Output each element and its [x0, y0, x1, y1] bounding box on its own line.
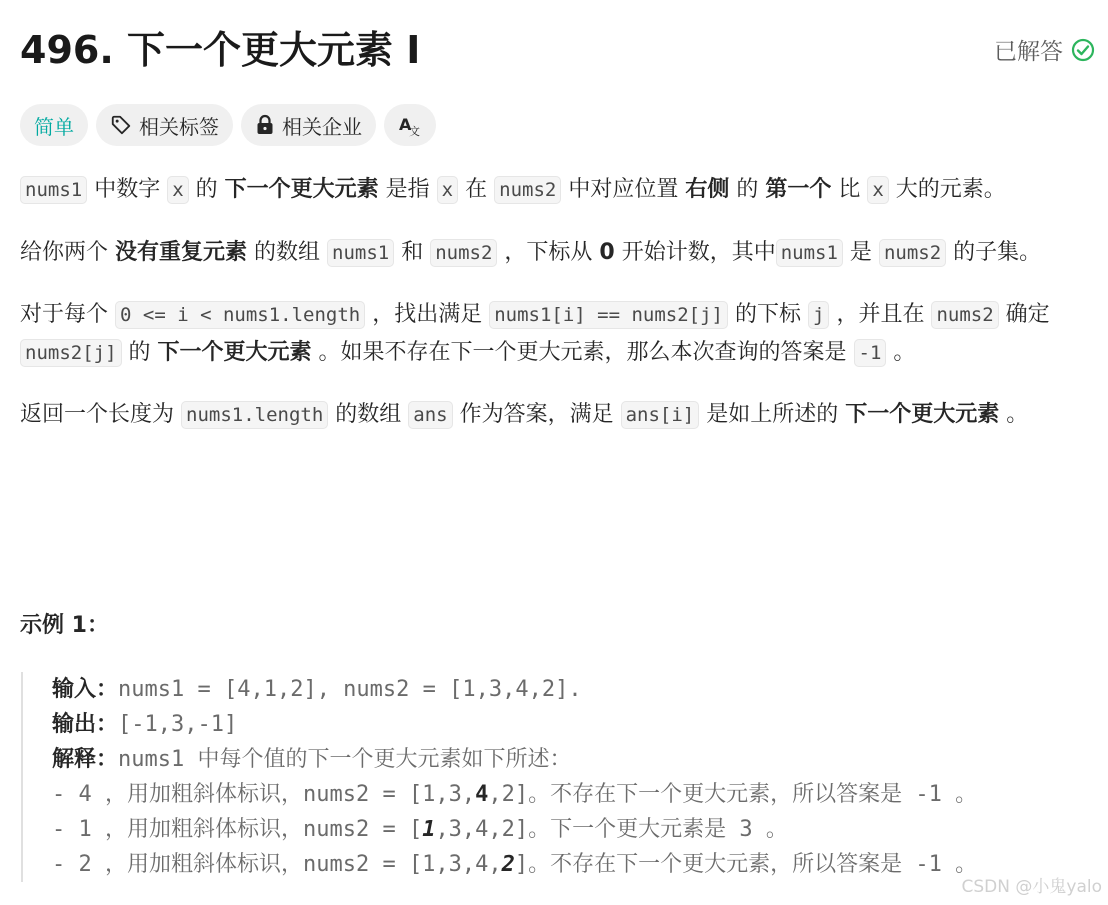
example-explain-detail-3 — [52, 847, 1108, 882]
inline-code: j — [808, 301, 829, 329]
tag-bar — [20, 104, 436, 146]
example-input-line — [52, 672, 1108, 707]
text: 。 — [999, 402, 1029, 427]
problem-title: 496. 下一个更大元素 I — [20, 28, 421, 72]
inline-code: nums2 — [931, 301, 998, 329]
text: ，找出满足 — [365, 302, 490, 327]
text: 是指 — [378, 177, 437, 202]
text: 的 — [121, 340, 158, 365]
text: 。 — [886, 340, 916, 365]
bold-text: 右侧 — [685, 177, 730, 202]
inline-code: ans — [408, 401, 452, 429]
lock-icon — [255, 114, 275, 136]
translate-icon — [398, 113, 422, 137]
text: - 2 ，用加粗斜体标识，nums2 = [1,3,4, — [52, 852, 502, 877]
difficulty-label: 简单 — [34, 114, 74, 139]
description-paragraph-3 — [20, 296, 1095, 372]
example-block — [21, 672, 1108, 882]
example-output-value: [-1,3,-1] — [118, 712, 238, 737]
text: 中对应位置 — [561, 177, 686, 202]
inline-code: -1 — [854, 339, 887, 367]
inline-code: nums1 — [327, 239, 394, 267]
text: 给你两个 — [20, 240, 115, 265]
check-circle-icon — [1071, 38, 1095, 62]
text: 确定 — [998, 302, 1050, 327]
bold-text: 没有重复元素 — [115, 240, 248, 265]
emphasized-value: 2 — [501, 852, 515, 877]
text: 开始计数，其中 — [614, 240, 776, 265]
text: - 1 ，用加粗斜体标识，nums2 = [ — [52, 817, 423, 842]
example-explain-line — [52, 742, 1108, 777]
text: ，下标从 — [497, 240, 600, 265]
inline-code: nums1.length — [181, 401, 328, 429]
description-paragraph-4 — [20, 396, 1095, 434]
example-explain-detail-1 — [52, 777, 1108, 812]
inline-code: x — [867, 176, 888, 204]
example-explain-value: nums1 中每个值的下一个更大元素如下所述： — [118, 747, 572, 772]
text: 的下标 — [728, 302, 808, 327]
example-output-label: 输出： — [52, 712, 119, 737]
svg-text:文: 文 — [409, 125, 420, 137]
solved-label: 已解答 — [994, 39, 1063, 65]
related-tags-button[interactable] — [96, 104, 233, 146]
text: 中数字 — [87, 177, 168, 202]
text: 大的元素。 — [888, 177, 1006, 202]
inline-code: nums1 — [776, 239, 843, 267]
text: ，并且在 — [829, 302, 932, 327]
inline-code: ans[i] — [621, 401, 700, 429]
inline-code: nums1 — [20, 176, 87, 204]
inline-code: nums2 — [879, 239, 946, 267]
example-input-label: 输入： — [52, 677, 119, 702]
bold-text: 0 — [599, 240, 615, 265]
text: 是如上所述的 — [699, 402, 846, 427]
text: 在 — [458, 177, 495, 202]
text: 的数组 — [247, 240, 328, 265]
text: - 4 ，用加粗斜体标识，nums2 = [1,3, — [52, 782, 476, 807]
problem-header — [20, 22, 1095, 78]
text: ]。不存在下一个更大元素，所以答案是 -1 。 — [514, 852, 978, 877]
solved-status — [994, 33, 1095, 66]
bold-text: 下一个更大元素 — [845, 402, 1000, 427]
inline-code: nums2 — [430, 239, 497, 267]
text: 的 — [188, 177, 225, 202]
bold-text: 第一个 — [765, 177, 832, 202]
related-companies-label: 相关企业 — [282, 114, 362, 139]
text: 的子集。 — [946, 240, 1042, 265]
svg-text:A: A — [399, 115, 412, 134]
text: ,2]。不存在下一个更大元素，所以答案是 -1 。 — [488, 782, 978, 807]
inline-code: nums1[i] == nums2[j] — [489, 301, 728, 329]
example-explain-label: 解释： — [52, 747, 119, 772]
inline-code: 0 <= i < nums1.length — [115, 301, 365, 329]
inline-code: x — [437, 176, 458, 204]
emphasized-value: 4 — [475, 782, 489, 807]
text: 返回一个长度为 — [20, 402, 181, 427]
emphasized-value: 1 — [422, 817, 436, 842]
example-explain-detail-2 — [52, 812, 1108, 847]
description-paragraph-1 — [20, 170, 1095, 210]
inline-code: x — [167, 176, 188, 204]
tag-icon — [110, 114, 132, 136]
inline-code: nums2 — [494, 176, 561, 204]
description-paragraph-2 — [20, 234, 1095, 272]
difficulty-badge[interactable] — [20, 104, 88, 146]
example-input-value: nums1 = [4,1,2], nums2 = [1,3,4,2]. — [118, 677, 582, 702]
example-output-line — [52, 707, 1108, 742]
bold-text: 下一个更大元素 — [157, 340, 312, 365]
text: 对于每个 — [20, 302, 115, 327]
text: 的数组 — [328, 402, 409, 427]
related-tags-label: 相关标签 — [139, 114, 219, 139]
problem-description — [20, 170, 1095, 458]
translate-button[interactable] — [384, 104, 436, 146]
text: 是 — [842, 240, 879, 265]
text: 和 — [394, 240, 431, 265]
text: 比 — [831, 177, 868, 202]
text: 的 — [729, 177, 766, 202]
text: 作为答案，满足 — [452, 402, 621, 427]
inline-code: nums2[j] — [20, 339, 122, 367]
text: ,3,4,2]。下一个更大元素是 3 。 — [435, 817, 788, 842]
related-companies-button[interactable] — [241, 104, 376, 146]
example-title: 示例 1： — [20, 613, 109, 638]
text: 。如果不存在下一个更大元素，那么本次查询的答案是 — [311, 340, 854, 365]
bold-text: 下一个更大元素 — [224, 177, 379, 202]
watermark: CSDN @小鬼yalo — [961, 877, 1102, 897]
